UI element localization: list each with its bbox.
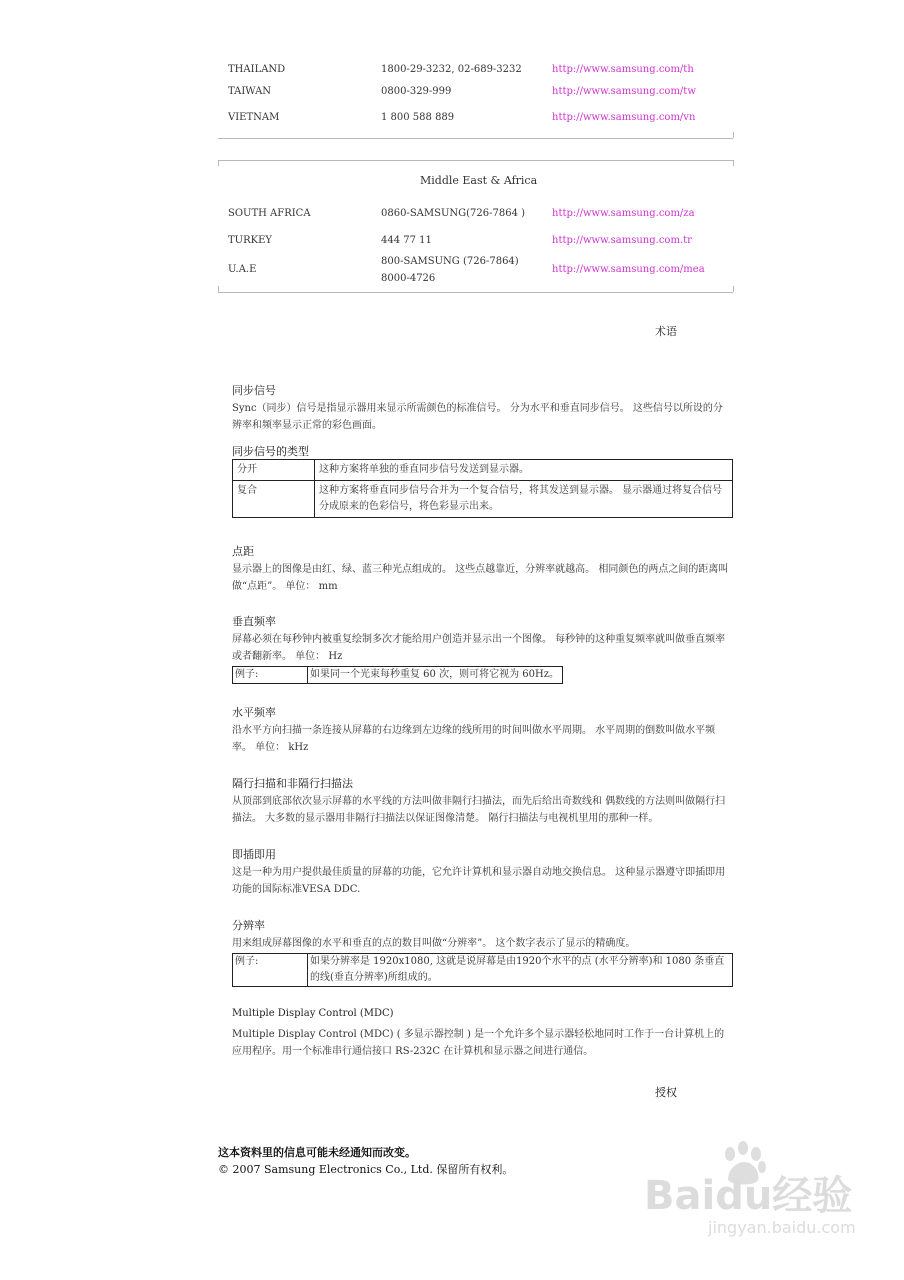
section-body: 沿水平方向扫描一条连接从屏幕的右边缘到左边缘的线所用的时间叫做水平周期。 水平周期的倒数叫做水平频率。 单位： kHz [232, 725, 716, 753]
section-body: 从顶部到底部依次显示屏幕的水平线的方法叫做非隔行扫描法，而先后给出奇数线和 偶数线的方法则叫做隔行扫描法。 大多数的显示器用非隔行扫描法以保证图像清楚。 隔行扫描法与电视机里用的那种一样。 [232, 796, 726, 824]
website-link[interactable]: http://www.samsung.com/mea [552, 264, 705, 275]
table-row [233, 954, 733, 987]
table-row [233, 481, 733, 518]
section-body: 用来组成屏幕图像的水平和垂直的点的数目叫做“分辨率”。 这个数字表示了显示的精确度。 [232, 938, 636, 949]
section-heading: 同步信号的类型 [232, 445, 309, 458]
example-text: 如果同一个光束每秒重复 60 次，则可将它视为 60Hz。 [308, 667, 563, 684]
section-body: Multiple Display Control (MDC) ( 多显示器控制 ) 是一个允许多个显示器轻松地同时工作于一台计算机上的应用程序。用一个标准串行通信接口 RS-232C 在计算机和显示器之间进行通信。 [232, 1029, 725, 1057]
website-link[interactable]: http://www.samsung.com/vn [552, 112, 696, 123]
section-heading: 垂直频率 [232, 615, 276, 628]
phone-number: 8000-4726 [381, 273, 436, 284]
country-name: U.A.E [228, 264, 257, 275]
section-body: 这是一种为用户提供最佳质量的屏幕的功能，它允许计算机和显示器自动地交换信息。 这种显示器遵守即插即用功能的国际标准VESA DDC. [232, 867, 726, 895]
table-corner [218, 160, 219, 166]
table-bottom-border [218, 292, 733, 293]
description-cell: 这种方案将垂直同步信号合并为一个复合信号，将其发送到显示器。 显示器通过将复合信号分成原来的色彩信号，将色彩显示出来。 [315, 481, 733, 518]
section-body: 显示器上的图像是由红、绿、蓝三种光点组成的。 这些点越靠近，分辨率就越高。 相同颜色的两点之间的距离叫做“点距”。 单位： mm [232, 564, 729, 592]
table-top-border [218, 160, 733, 161]
license-link[interactable]: 授权 [655, 1086, 677, 1099]
section-heading: 即插即用 [232, 848, 276, 861]
region-title: Middle East & Africa [420, 174, 538, 187]
example-label: 例子: [233, 667, 308, 684]
country-name: TAIWAN [228, 86, 272, 97]
section-body: 屏幕必须在每秒钟内被重复绘制多次才能给用户创造并显示出一个图像。 每秒钟的这种重复频率就叫做垂直频率或者翻新率。 单位： Hz [232, 634, 726, 662]
watermark-url: jingyan.baidu.com [708, 1218, 856, 1237]
table-row [233, 460, 733, 481]
phone-number: 0800-329-999 [381, 86, 452, 97]
country-name: TURKEY [228, 235, 272, 246]
website-link[interactable]: http://www.samsung.com.tr [552, 235, 692, 246]
phone-number: 1 800 588 889 [381, 112, 455, 123]
watermark-brand: Baidu经验 [644, 1173, 853, 1219]
website-link[interactable]: http://www.samsung.com/tw [552, 86, 696, 97]
section-heading: 隔行扫描和非隔行扫描法 [232, 777, 353, 790]
term-cell: 复合 [233, 481, 315, 518]
footer-notice: 这本资料里的信息可能未经通知而改变。 [218, 1146, 416, 1159]
section-heading: 水平频率 [232, 706, 276, 719]
website-link[interactable]: http://www.samsung.com/za [552, 208, 695, 219]
table-corner [733, 160, 734, 166]
phone-number: 444 77 11 [381, 235, 432, 246]
table-corner [733, 132, 734, 138]
example-label: 例子: [233, 954, 308, 987]
section-heading: 分辨率 [232, 919, 265, 932]
section-heading: 点距 [232, 545, 254, 558]
website-link[interactable]: http://www.samsung.com/th [552, 64, 694, 75]
terms-link[interactable]: 术语 [655, 325, 677, 338]
country-name: THAILAND [228, 64, 286, 75]
phone-number: 0860-SAMSUNG(726-7864 ) [381, 208, 526, 219]
table-bottom-border [218, 138, 733, 139]
section-body: Sync（同步）信号是指显示器用来显示所需颜色的标准信号。 分为水平和垂直同步信号。 这些信号以所设的分辨率和频率显示正常的彩色画面。 [232, 403, 723, 431]
example-table [232, 953, 733, 987]
section-heading: 同步信号 [232, 384, 276, 397]
example-text: 如果分辨率是 1920x1080, 这就是说屏幕是由1920个水平的点 (水平分辨率)和 1080 条垂直的线(垂直分辨率)所组成的。 [308, 954, 733, 987]
term-cell: 分开 [233, 460, 315, 481]
phone-number: 800-SAMSUNG (726-7864) [381, 256, 519, 267]
table-corner [733, 286, 734, 292]
table-corner [218, 286, 219, 292]
description-cell: 这种方案将单独的垂直同步信号发送到显示器。 [315, 460, 733, 481]
footer-copyright: © 2007 Samsung Electronics Co., Ltd. 保留所有权利。 [218, 1163, 514, 1176]
table-row [233, 667, 563, 684]
country-name: SOUTH AFRICA [228, 208, 311, 219]
example-table [232, 666, 563, 684]
phone-number: 1800-29-3232, 02-689-3232 [381, 64, 522, 75]
sync-types-table [232, 459, 733, 518]
section-heading: Multiple Display Control (MDC) [232, 1008, 394, 1019]
country-name: VIETNAM [228, 112, 280, 123]
